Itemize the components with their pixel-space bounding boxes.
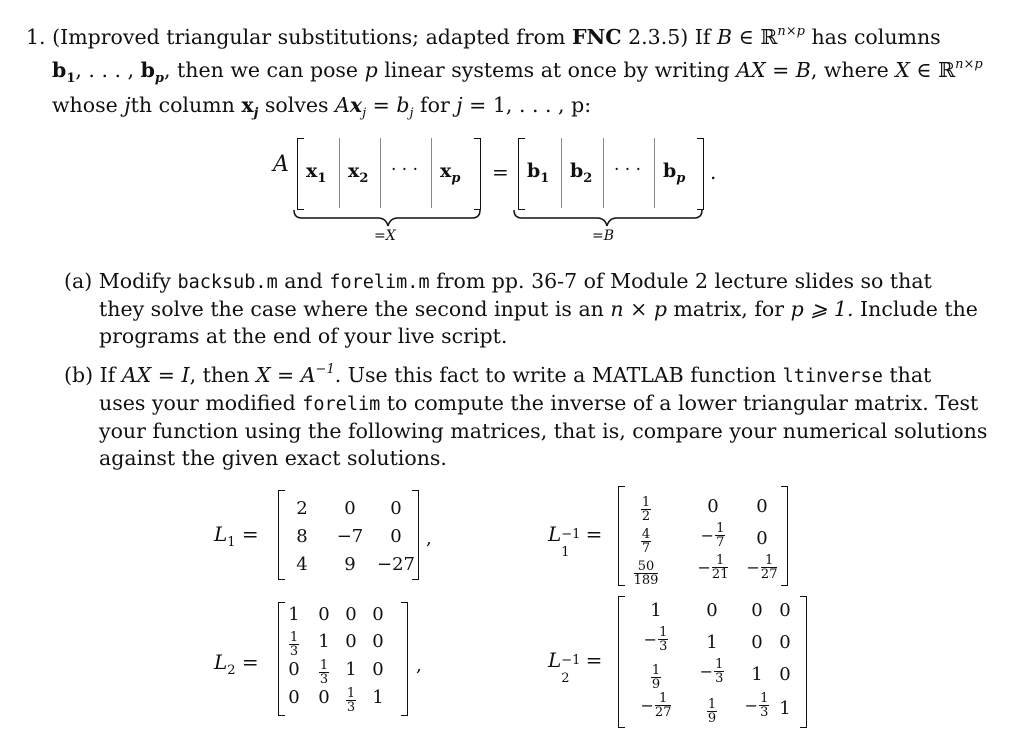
L2-cell-2-2: 1 (345, 659, 357, 680)
L2-label: $L_2$ = (214, 650, 259, 678)
fnc-label: FNC (571, 25, 622, 49)
code-backsub: backsub.m (177, 272, 278, 293)
problem-line-2: $b_1$, . . . , $b_p$, then we can pose p linear systems at once by writing AX = B, where X ∈ ℝ$^{n\times p}$ (52, 57, 983, 86)
L2inv-cell-3-2: − $\frac{1}{3}$ (744, 691, 769, 720)
part-a-line3: programs at the end of your live script. (99, 324, 508, 348)
L2-cell-2-0: 0 (288, 659, 300, 680)
part-b-line-2 (64, 390, 979, 418)
L2inv-cell-0-2: 0 (751, 600, 763, 621)
sym-set-2: ∈ ℝ (916, 58, 956, 82)
L1-cell-2-0: 4 (296, 554, 308, 575)
part-a-line2b: matrix, for (673, 297, 785, 321)
line2c: , where (810, 58, 889, 82)
L2inv-cell-3-3: 1 (779, 698, 791, 719)
line2b: linear systems at once by writing (384, 58, 730, 82)
line2a: , then we can pose (164, 58, 359, 82)
L2-cell-2-3: 0 (372, 659, 384, 680)
L2inv-cell-1-3: 0 (779, 632, 791, 653)
L2-cell-3-1: 0 (318, 687, 330, 708)
part-a-line-1 (64, 268, 944, 296)
problem-ref: 2.3.5) If (628, 25, 711, 49)
L2inv-cell-3-0: − $\frac{1}{27}$ (640, 691, 672, 720)
code-forelim: forelim.m (329, 272, 430, 293)
part-a-nxp: n × p (610, 297, 667, 321)
part-b-line4: against the given exact solutions. (99, 446, 447, 470)
sym-nxp-2: n×p (955, 57, 983, 72)
part-a-t2: and (284, 269, 323, 293)
L2-cell-3-0: 0 (288, 687, 300, 708)
sym-p: p (364, 58, 378, 82)
L1inv-label: L −1 1 = (548, 522, 603, 560)
sym-j-2: j (456, 93, 463, 117)
bp: $b_p$ (663, 160, 686, 186)
underbraces (270, 118, 730, 258)
part-a-pcond: p ⩾ 1. (790, 297, 854, 321)
under-X-label: =X (374, 228, 396, 244)
part-b-t2: , then (189, 363, 250, 387)
part-a-t1: Modify (98, 269, 171, 293)
L2-cell-1-0: 1 3 (289, 630, 299, 659)
part-b-eq2: $X = A^{-1}$ (255, 362, 335, 387)
x1: $x_1$ (306, 160, 327, 186)
L2-cell-0-0: 1 (288, 604, 300, 625)
sym-xj: $x_j$ (241, 93, 259, 121)
sym-AX: AX (736, 58, 766, 82)
L2-cell-0-3: 0 (372, 604, 384, 625)
L2inv-cell-2-3: 0 (779, 664, 791, 685)
eq-A: A (273, 152, 289, 177)
xp: $x_p$ (440, 160, 461, 186)
L2-cell-3-3: 1 (372, 687, 384, 708)
L1inv-cell-0-2: 0 (756, 496, 768, 517)
L1-cell-2-1: 9 (344, 554, 356, 575)
code-ltinverse: ltinverse (782, 366, 883, 387)
b1: $b_1$ (527, 160, 550, 186)
L1-label: $L_1$ = (214, 522, 259, 550)
under-B-label: =B (592, 228, 615, 244)
L2inv-cell-1-2: 0 (751, 632, 763, 653)
L1inv-cell-1-1: − $\frac{1}{7}$ (700, 521, 725, 550)
L1inv-cell-2-2: − $\frac{1}{27}$ (746, 553, 778, 582)
L1-cell-0-1: 0 (344, 498, 356, 519)
sym-b1: $b_1$ (52, 58, 76, 86)
L1-cell-0-2: 0 (390, 498, 402, 519)
problem-number: 1. (26, 25, 46, 49)
eq-period: . (710, 160, 717, 184)
underbrace-X (294, 210, 480, 226)
part-b-label: (b) (64, 363, 94, 387)
problem-statement (26, 18, 983, 127)
L2inv-cell-2-2: 1 (751, 664, 763, 685)
L2-cell-0-2: 0 (345, 604, 357, 625)
part-b (64, 356, 988, 472)
part-b-t4: that (889, 363, 932, 387)
display-equation (270, 118, 730, 258)
sym-set: ∈ ℝ (738, 25, 778, 49)
L2-cell-0-1: 0 (318, 604, 330, 625)
x2: $x_2$ (348, 160, 369, 186)
L1-cell-2-2: −27 (377, 554, 415, 575)
part-b-line3: your function using the following matrices, that is, compare your numerical solutions (99, 419, 988, 443)
part-a-line2: they solve the case where the second input is an (99, 297, 604, 321)
part-b-t3: . Use this fact to write a MATLAB function (334, 363, 777, 387)
L1inv-cell-0-0: 1 2 (641, 495, 651, 524)
L2inv-cell-0-1: 0 (706, 600, 718, 621)
part-a-t3: from pp. 36-7 of Module 2 lecture slides so that (436, 269, 932, 293)
L2-cell-1-3: 0 (372, 631, 384, 652)
L2inv-cell-1-0: − $\frac{1}{3}$ (643, 625, 668, 654)
part-b-line-3 (64, 418, 988, 445)
L1inv-cell-1-2: 0 (756, 528, 768, 549)
L2-cell-2-1: 1 3 (319, 658, 329, 687)
problem-line-1 (26, 18, 956, 51)
L1inv-cell-2-1: − $\frac{1}{21}$ (697, 553, 729, 582)
L2-comma: , (416, 655, 422, 676)
L2inv-left-bracket (618, 596, 625, 728)
L2inv-cell-0-0: 1 (650, 600, 662, 621)
matrix-L2inv (548, 596, 818, 730)
L2inv-cell-0-3: 0 (779, 600, 791, 621)
has-columns: has columns (811, 25, 941, 49)
eq-equals: = (492, 160, 509, 184)
part-b-line-4 (64, 445, 944, 472)
L2inv-label: L −1 2 = (548, 648, 603, 686)
line3c: solves (264, 93, 329, 117)
L2inv-cell-2-1: − $\frac{1}{3}$ (699, 657, 724, 686)
L1-cell-1-0: 8 (296, 526, 308, 547)
part-a (64, 268, 978, 350)
L1-cell-1-2: 0 (390, 526, 402, 547)
range: = 1, . . . , p: (469, 93, 592, 117)
L2-cell-1-2: 0 (345, 631, 357, 652)
L1-cell-1-1: −7 (336, 526, 364, 547)
part-a-line-3 (64, 323, 944, 350)
L2inv-cell-3-1: 1 9 (707, 697, 717, 726)
part-a-line-2 (64, 296, 978, 323)
part-b-line2a: uses your modified (99, 391, 296, 415)
eq-B: = B (772, 58, 811, 82)
underbrace-B (514, 210, 702, 226)
sym-X: X (895, 58, 910, 82)
sym-Axj: $Ax_j = b_j$ (335, 93, 414, 121)
part-a-label: (a) (64, 269, 93, 293)
part-b-eq1: AX = I (121, 363, 190, 387)
line3d: for (420, 93, 450, 117)
problem-head: (Improved triangular substitutions; adapted from (52, 25, 566, 49)
L1inv-cell-2-0: 50 189 (633, 559, 659, 588)
L1-cell-0-0: 2 (296, 498, 308, 519)
L2inv-cell-2-0: 1 9 (651, 663, 661, 692)
matrix-L1inv (548, 486, 808, 586)
L2-cell-3-2: 1 3 (346, 686, 356, 715)
part-a-line2c: Include the (860, 297, 978, 321)
code-forelim-2: forelim (302, 394, 381, 415)
line3b: th column (130, 93, 235, 117)
matrix-L2 (214, 600, 454, 718)
b-dots: · · · (614, 160, 642, 180)
b2: $b_2$ (570, 160, 593, 186)
sym-nxp: n×p (777, 24, 805, 39)
L2inv-cell-1-1: 1 (706, 632, 718, 653)
sym-j: j (124, 93, 131, 117)
L1inv-cell-0-1: 0 (707, 496, 719, 517)
matrix-L1 (214, 488, 454, 584)
sym-bp: $b_p$ (140, 58, 164, 86)
part-b-t1: If (99, 363, 116, 387)
line3a: whose (52, 93, 118, 117)
part-b-line-1 (64, 356, 944, 390)
L1-comma: , (426, 528, 432, 549)
sym-B: B (717, 25, 733, 49)
part-b-line2b: to compute the inverse of a lower triangular matrix. Test (386, 391, 979, 415)
L1inv-cell-1-0: 4 7 (641, 527, 651, 556)
L2-cell-1-1: 1 (318, 631, 330, 652)
x-dots: · · · (391, 160, 419, 180)
